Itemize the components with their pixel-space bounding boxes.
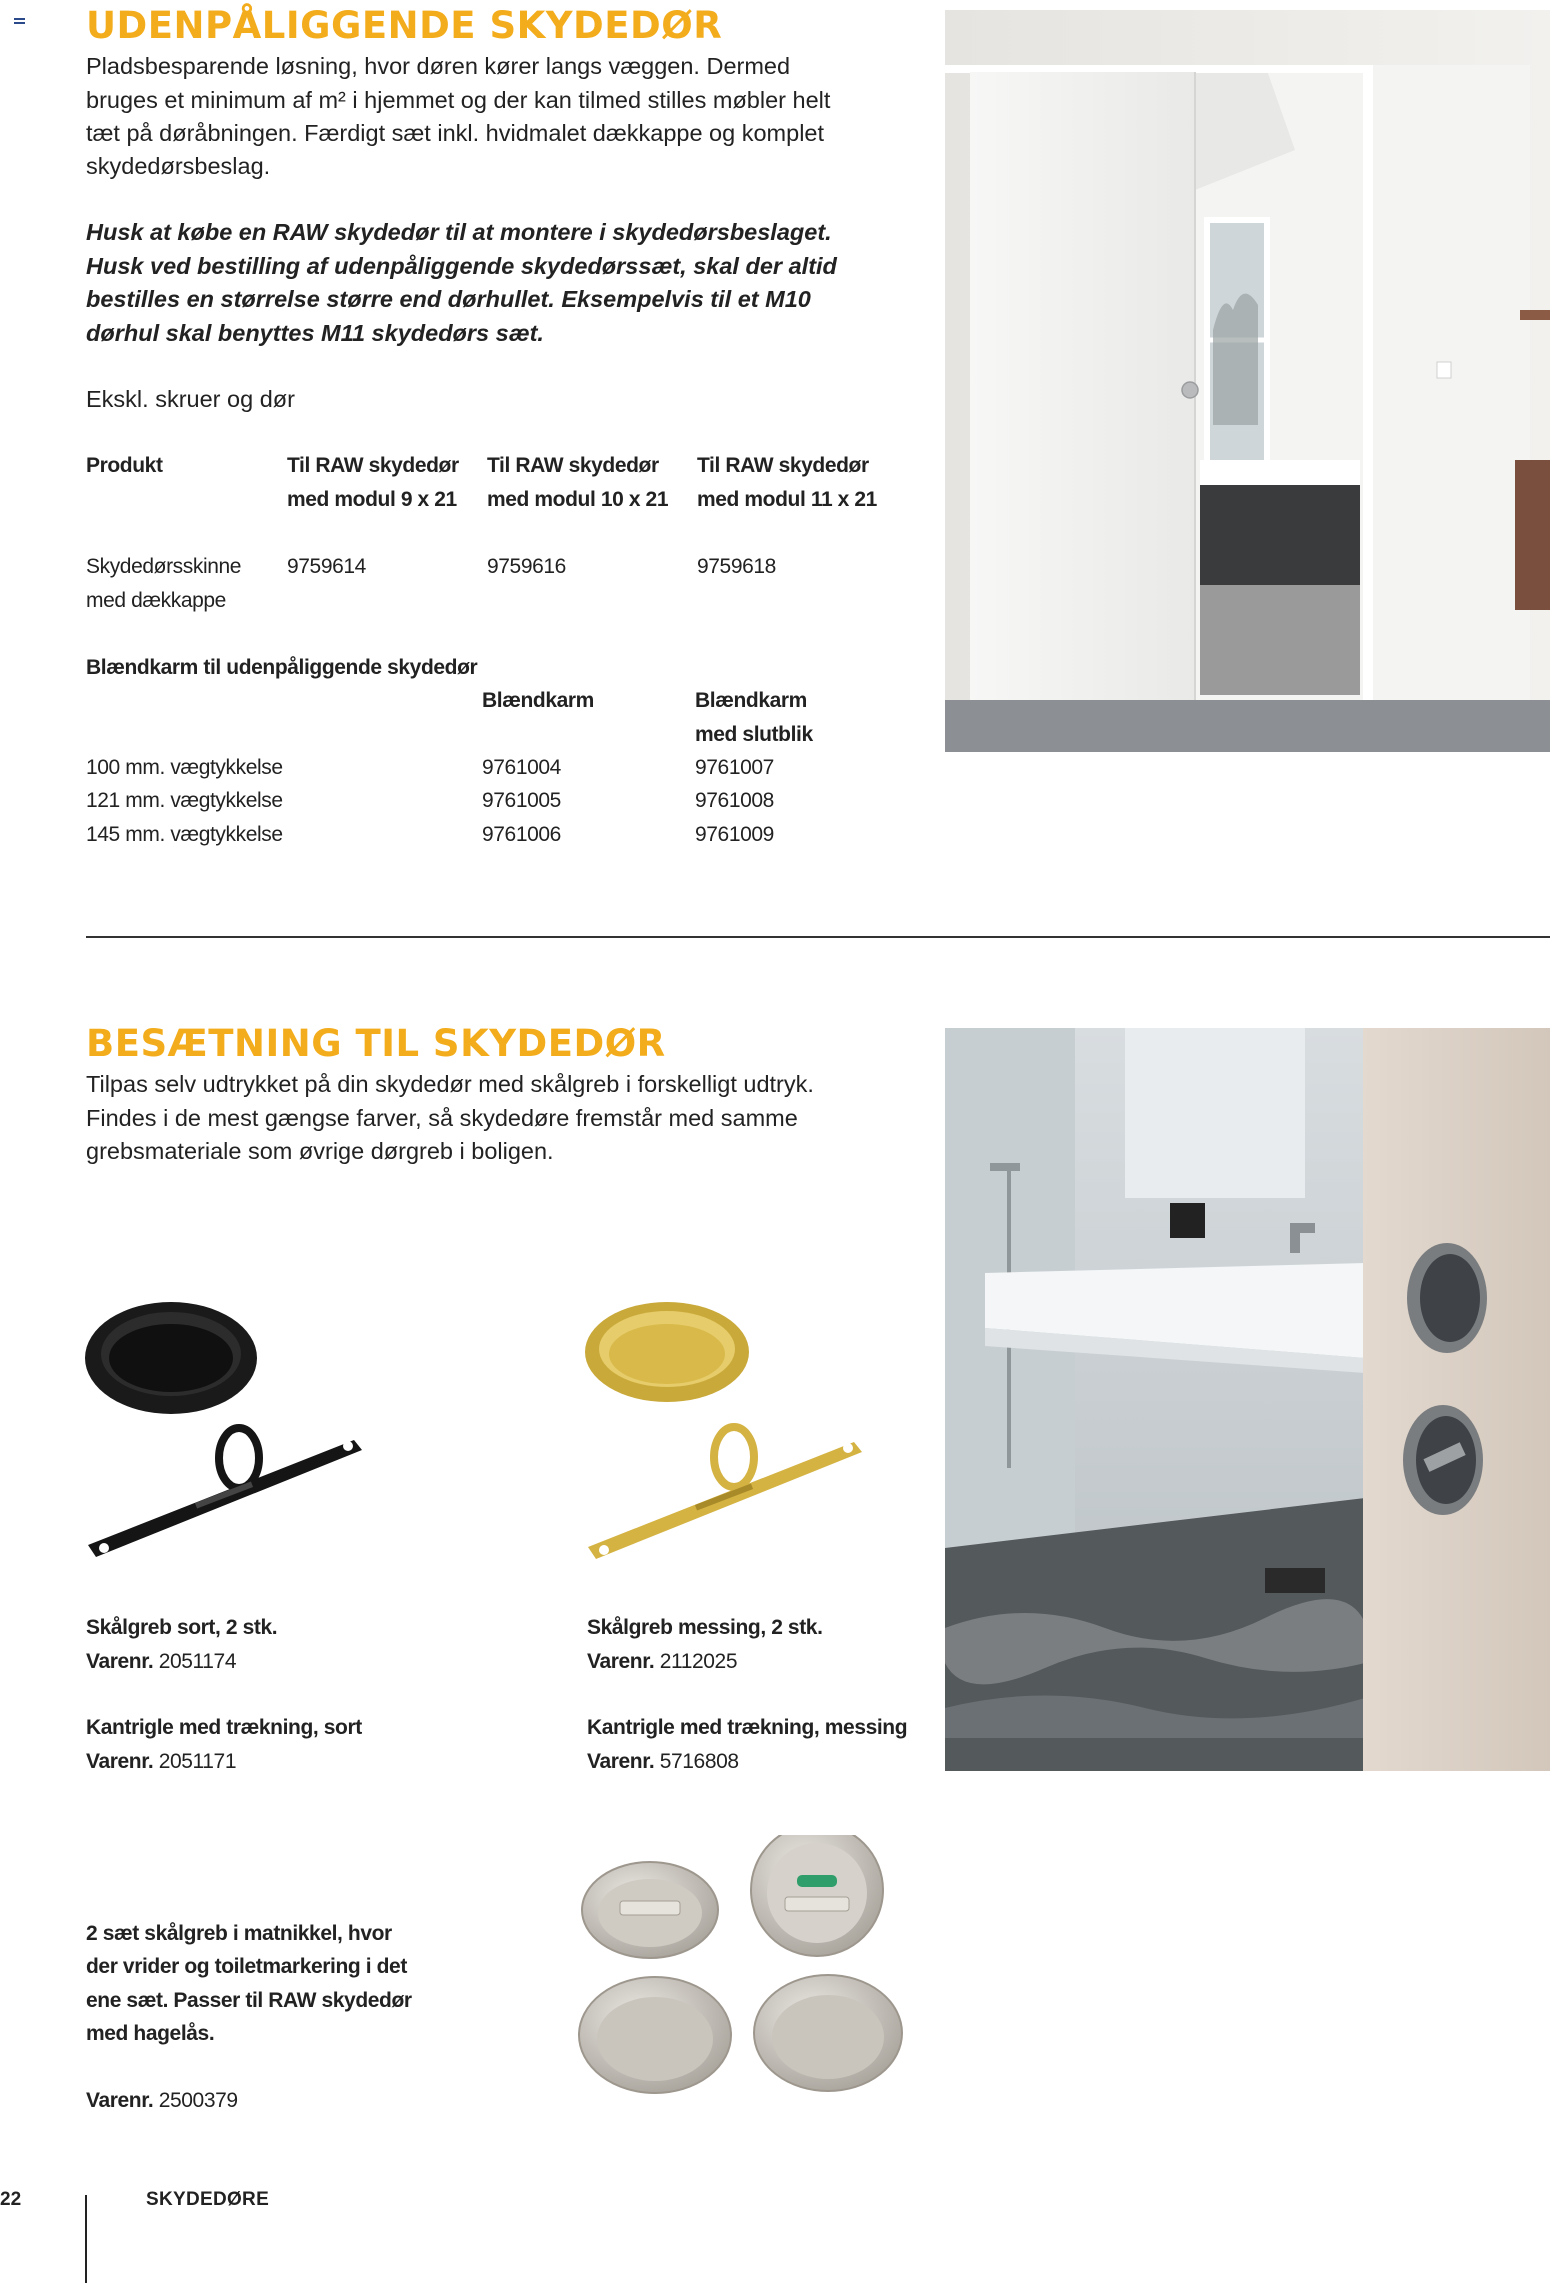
intro-line: Pladsbesparende løsning, hvor døren kører langs væggen. Dermed	[86, 53, 791, 79]
row-label: 145 mm. vægtykkelse	[86, 823, 283, 846]
section-title-udenpaaliggende: UDENPÅLIGGENDE SKYDEDØR	[86, 4, 723, 47]
matnikkel-line: ene sæt. Passer til RAW skydedør	[86, 1989, 412, 2012]
row-label: Skydedørsskinne	[86, 555, 242, 578]
note-line: dørhul skal benyttes M11 skydedørs sæt.	[86, 320, 544, 346]
page-number: 22	[0, 2189, 22, 2210]
intro-line: Findes i de mest gængse farver, så skydedøre fremstår med samme	[86, 1105, 798, 1131]
varenr-label: Varenr.	[86, 2089, 154, 2112]
header-blaendkarm: Blændkarm	[482, 689, 594, 712]
product-varenr	[86, 2084, 238, 2118]
varenr-label: Varenr.	[86, 1750, 154, 1773]
table-cell: 9761005	[482, 789, 561, 812]
matnikkel-flush-pulls-image	[575, 1835, 915, 2115]
intro-line: Tilpas selv udtrykket på din skydedør med skålgreb i forskelligt udtryk.	[86, 1071, 814, 1097]
header-modul-9: Til RAW skydedør	[287, 454, 459, 477]
header-blaendkarm-slutblik-line2: med slutblik	[695, 723, 813, 746]
note-line: Husk ved bestilling af udenpåliggende skydedørssæt, skal der altid	[86, 253, 837, 279]
varenr-label: Varenr.	[587, 1650, 655, 1673]
varenr-label: Varenr.	[86, 1650, 154, 1673]
header-modul-11-line2: med modul 11 x 21	[697, 488, 877, 511]
header-modul-10: Til RAW skydedør	[487, 454, 659, 477]
varenr-value: 5716808	[659, 1750, 739, 1773]
table-cell: 9761006	[482, 823, 561, 846]
table-cell: 9761007	[695, 756, 774, 779]
product-varenr	[86, 1645, 236, 1679]
sliding-door-photo	[945, 10, 1550, 752]
header-modul-9-line2: med modul 9 x 21	[287, 488, 457, 511]
table-cell: 9761004	[482, 756, 561, 779]
matnikkel-line: der vrider og toiletmarkering i det	[86, 1955, 407, 1978]
varenr-value: 2051171	[158, 1750, 237, 1773]
note-line: bestilles en størrelse større end dørhullet. Eksempelvis til et M10	[86, 286, 811, 312]
brass-flush-pull-image	[584, 1302, 874, 1562]
varenr-value: 2112025	[659, 1650, 738, 1673]
menu-icon[interactable]	[14, 18, 25, 26]
product-name: Kantrigle med trækning, messing	[587, 1716, 908, 1739]
varenr-value: 2051174	[158, 1650, 237, 1673]
exclusion-note: Ekskl. skruer og dør	[86, 386, 295, 412]
intro-line: grebsmateriale som øvrige dørgreb i boligen.	[86, 1138, 554, 1164]
table-cell: 9759618	[697, 555, 776, 578]
matnikkel-line: med hagelås.	[86, 2022, 215, 2045]
product-varenr	[86, 1745, 236, 1779]
intro-line: bruges et minimum af m² i hjemmet og der kan tilmed stilles møbler helt	[86, 87, 831, 113]
varenr-label: Varenr.	[587, 1750, 655, 1773]
table-cell: 9759614	[287, 555, 366, 578]
header-modul-10-line2: med modul 10 x 21	[487, 488, 669, 511]
intro-line: skydedørsbeslag.	[86, 153, 271, 179]
table-cell: 9761008	[695, 789, 774, 812]
bathroom-flush-pull-photo	[945, 1028, 1550, 1771]
table-title: Blændkarm til udenpåliggende skydedør	[86, 656, 478, 679]
section-title-besaetning: BESÆTNING TIL SKYDEDØR	[86, 1022, 666, 1065]
product-name: Kantrigle med trækning, sort	[86, 1716, 362, 1739]
footer-divider	[85, 2195, 87, 2283]
note-line: Husk at købe en RAW skydedør til at montere i skydedørsbeslaget.	[86, 219, 832, 245]
table-cell: 9761009	[695, 823, 774, 846]
product-name: Skålgreb sort, 2 stk.	[86, 1616, 278, 1639]
row-label: 100 mm. vægtykkelse	[86, 756, 283, 779]
product-varenr	[587, 1745, 739, 1779]
row-label: 121 mm. vægtykkelse	[86, 789, 283, 812]
section-divider	[86, 936, 1550, 938]
table-cell: 9759616	[487, 555, 566, 578]
product-varenr	[587, 1645, 737, 1679]
matnikkel-line: 2 sæt skålgreb i matnikkel, hvor	[86, 1922, 392, 1945]
row-label-line2: med dækkappe	[86, 589, 226, 612]
header-produkt: Produkt	[86, 454, 163, 477]
intro-line: tæt på døråbningen. Færdigt sæt inkl. hvidmalet dækkappe og komplet	[86, 120, 825, 146]
product-name: Skålgreb messing, 2 stk.	[587, 1616, 823, 1639]
footer-section-name: SKYDEDØRE	[146, 2189, 270, 2210]
black-flush-pull-image	[84, 1300, 374, 1560]
header-modul-11: Til RAW skydedør	[697, 454, 869, 477]
varenr-value: 2500379	[158, 2089, 238, 2112]
header-blaendkarm-slutblik: Blændkarm	[695, 689, 807, 712]
